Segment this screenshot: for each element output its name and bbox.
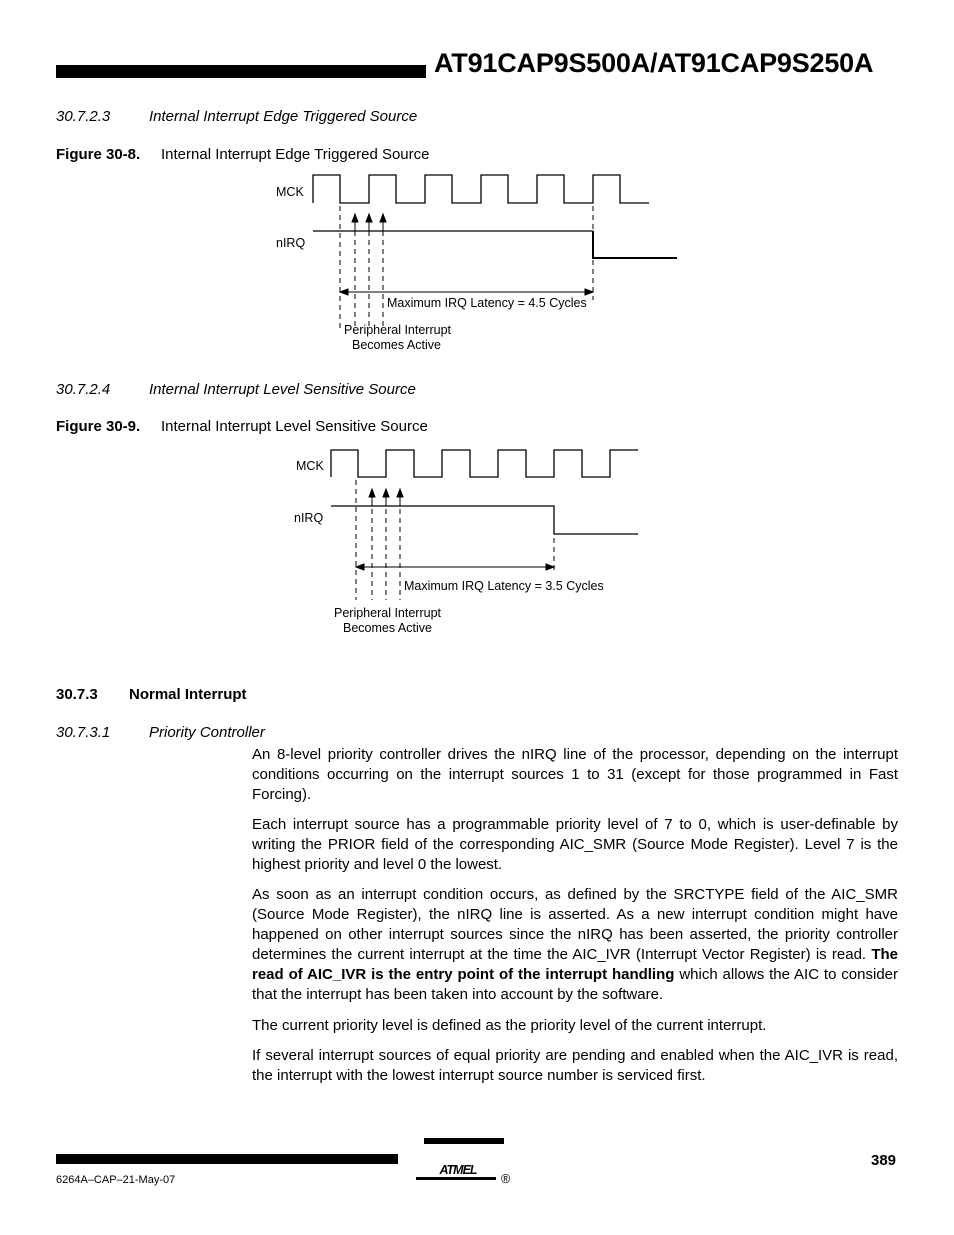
body-paragraph: If several interrupt sources of equal priority are pending and enabled when the AIC_IVR is read, the interrupt with the lowest interrupt source number is serviced first. [252,1047,898,1084]
figure-title: Internal Interrupt Level Sensitive Source [161,418,428,435]
mck-label: MCK [296,459,324,473]
section-number: 30.7.3.1 [56,724,111,741]
peripheral-interrupt-label: Peripheral Interrupt [334,606,442,620]
section-title: Internal Interrupt Level Sensitive Source [149,381,416,398]
mck-label: MCK [276,185,304,199]
section-number: 30.7.2.3 [56,108,111,125]
section-title: Normal Interrupt [129,686,247,703]
latency-label: Maximum IRQ Latency = 4.5 Cycles [387,296,587,310]
atmel-logo [410,1136,514,1186]
document-title: AT91CAP9S500A/AT91CAP9S250A [434,48,874,78]
footer-rule [56,1154,398,1164]
emphasis-text: The read of AIC_IVR is the entry point of the interrupt handling [252,946,898,983]
figure-title: Internal Interrupt Edge Triggered Source [161,146,430,163]
body-paragraph: The current priority level is defined as the priority level of the current interrupt. [252,1017,767,1034]
latency-label: Maximum IRQ Latency = 3.5 Cycles [404,579,604,593]
section-number: 30.7.2.4 [56,381,111,398]
nirq-label: nIRQ [294,511,324,525]
sampling-arrows [369,489,403,506]
nirq-label: nIRQ [276,236,306,250]
document-id: 6264A–CAP–21-May-07 [56,1174,176,1186]
body-paragraph: As soon as an interrupt condition occurs, as defined by the SRCTYPE field of the AIC_SMR (Source Mode Register), the nIRQ line is asserted. As a new interrupt condition might have happened on other interrupt sources since the nIRQ has been asserted, the priority controller determines the current interrupt at the time the AIC_IVR (Interrupt Vector Register) is read. The read of AIC_IVR is the entry point of the interrupt handling which allows the AIC to consider that the interrupt has been taken into account by the software. [252,886,898,1003]
section-title: Internal Interrupt Edge Triggered Source [149,108,418,125]
nirq-waveform [331,506,638,534]
section-title: Priority Controller [149,724,265,741]
becomes-active-label: Becomes Active [352,338,441,352]
mck-waveform [331,450,638,477]
body-paragraph: Each interrupt source has a programmable priority level of 7 to 0, which is user-definable by writing the PRIOR field of the corresponding AIC_SMR (Source Mode Register). Level 7 is the highest priority and level 0 the lowest. [252,816,898,873]
registered-mark: ® [501,1172,511,1186]
body-paragraph: An 8-level priority controller drives the nIRQ line of the processor, depending on the interrupt conditions occurring on the interrupt sources 1 to 31 (except for those programmed in Fast Forcing). [252,746,898,803]
page-number: 389 [871,1152,897,1169]
peripheral-interrupt-label: Peripheral Interrupt [344,323,452,337]
section-number: 30.7.3 [56,686,98,703]
becomes-active-label: Becomes Active [343,621,432,635]
svg-text:ATMEL: ATMEL [439,1163,477,1177]
figure-number: Figure 30-8. [56,146,141,163]
figure-number: Figure 30-9. [56,418,141,435]
